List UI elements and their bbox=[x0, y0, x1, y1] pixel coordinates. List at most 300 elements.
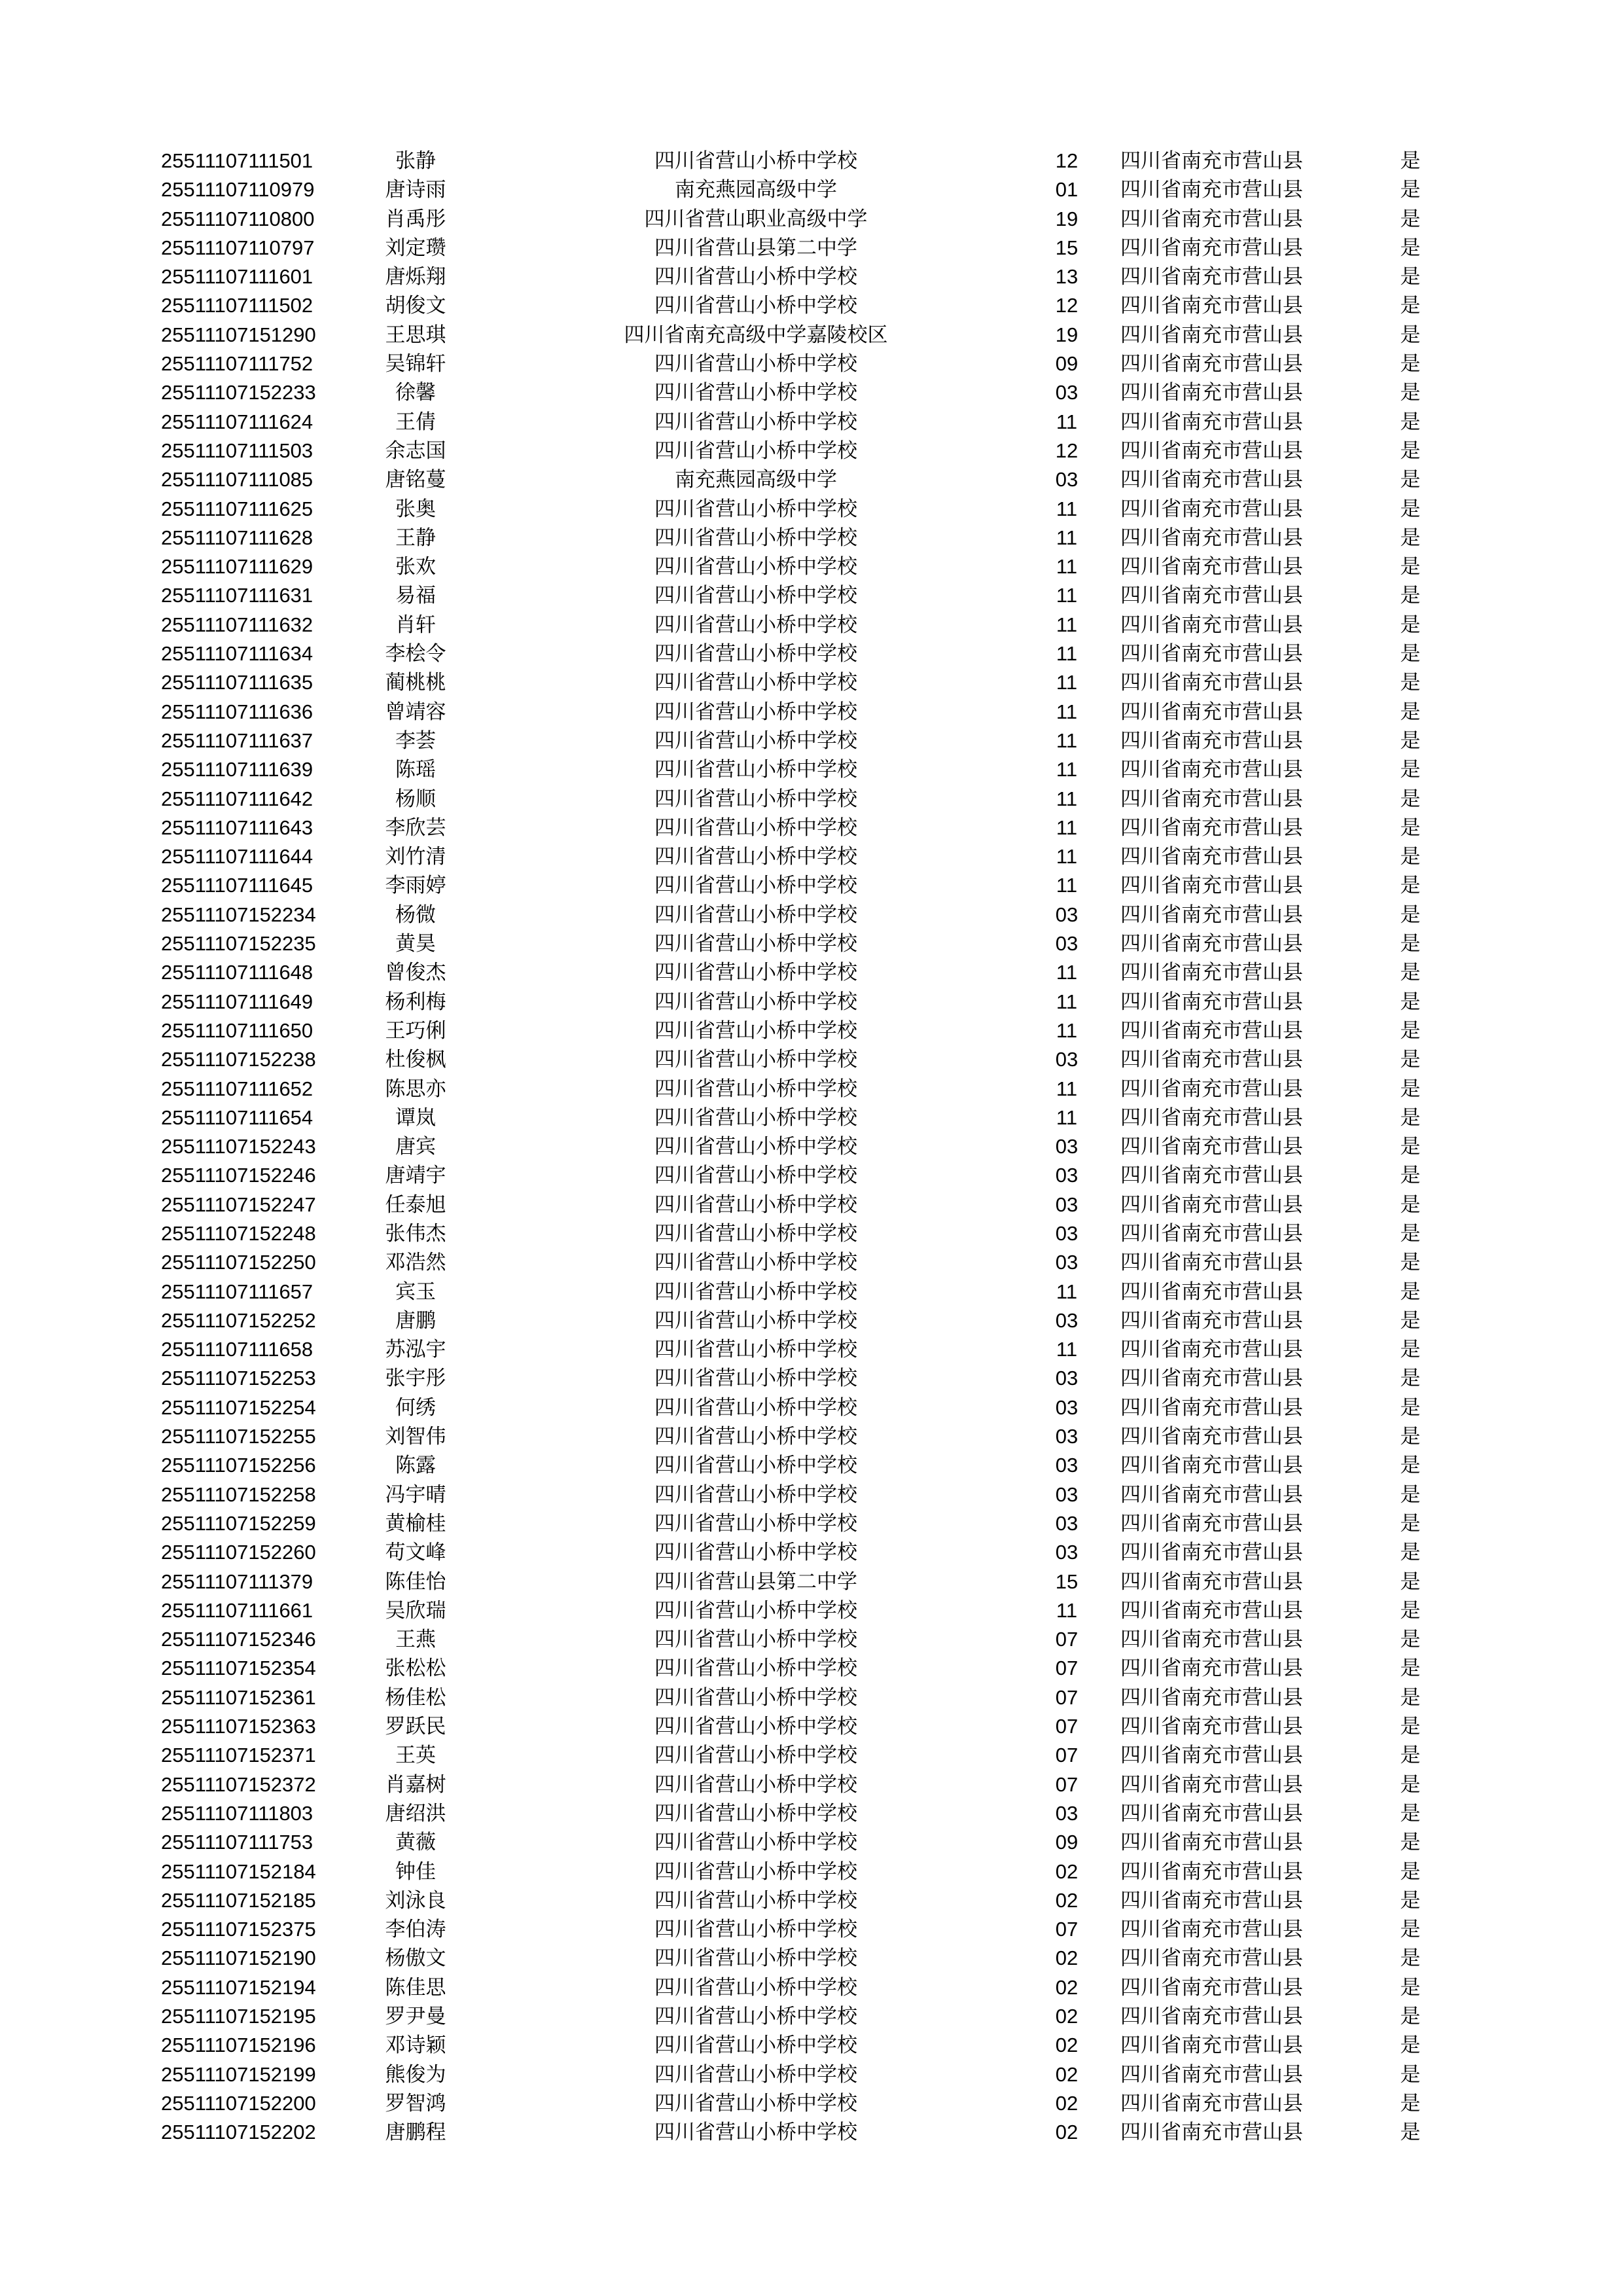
table-row bbox=[0, 291, 1623, 320]
exam-number: 25511107152259 bbox=[161, 1511, 316, 1535]
exam-number: 25511107111634 bbox=[161, 642, 313, 666]
status-flag: 是 bbox=[1400, 1077, 1421, 1101]
student-name: 胡俊文 bbox=[385, 294, 446, 318]
region: 四川省南充市营山县 bbox=[1120, 1859, 1303, 1884]
status-flag: 是 bbox=[1400, 1657, 1421, 1681]
exam-number: 25511107152246 bbox=[161, 1164, 316, 1187]
exam-number: 25511107111631 bbox=[161, 584, 313, 607]
table-row bbox=[0, 1973, 1623, 2002]
table-row bbox=[0, 1654, 1623, 1683]
school-name: 四川省营山小桥中学校 bbox=[654, 497, 857, 521]
region: 四川省南充市营山县 bbox=[1120, 728, 1303, 753]
status-flag: 是 bbox=[1400, 1251, 1421, 1275]
student-name: 张奥 bbox=[395, 497, 436, 521]
status-flag: 是 bbox=[1400, 149, 1421, 173]
category-code: 09 bbox=[1055, 1831, 1079, 1854]
student-name: 杨微 bbox=[395, 903, 436, 927]
table-row bbox=[0, 1219, 1623, 1248]
table-row bbox=[0, 350, 1623, 378]
student-name: 徐馨 bbox=[395, 381, 436, 405]
status-flag: 是 bbox=[1400, 700, 1421, 724]
school-name: 四川省营山小桥中学校 bbox=[654, 1164, 857, 1188]
school-name: 四川省营山小桥中学校 bbox=[654, 1744, 857, 1768]
school-name: 四川省营山小桥中学校 bbox=[654, 787, 857, 811]
status-flag: 是 bbox=[1400, 2121, 1421, 2145]
school-name: 四川省营山小桥中学校 bbox=[654, 2005, 857, 2028]
school-name: 四川省营山小桥中学校 bbox=[654, 555, 857, 579]
school-name: 南充燕园高级中学 bbox=[675, 178, 837, 202]
region: 四川省南充市营山县 bbox=[1120, 787, 1303, 811]
table-row bbox=[0, 321, 1623, 350]
category-code: 11 bbox=[1056, 1077, 1078, 1100]
status-flag: 是 bbox=[1400, 381, 1421, 405]
region: 四川省南充市营山县 bbox=[1120, 1570, 1303, 1594]
student-name: 蔺桃桃 bbox=[385, 671, 446, 695]
school-name: 四川省营山小桥中学校 bbox=[654, 1918, 857, 1942]
student-name: 罗尹曼 bbox=[385, 2005, 446, 2028]
status-flag: 是 bbox=[1400, 555, 1421, 579]
exam-number: 25511107111628 bbox=[161, 526, 313, 549]
student-name: 王巧俐 bbox=[385, 1018, 446, 1043]
table-row bbox=[0, 1712, 1623, 1741]
student-name: 唐靖宇 bbox=[385, 1164, 446, 1188]
school-name: 四川省营山小桥中学校 bbox=[654, 1338, 857, 1362]
status-flag: 是 bbox=[1400, 1193, 1421, 1217]
exam-number: 25511107152255 bbox=[161, 1425, 316, 1448]
table-row bbox=[0, 611, 1623, 639]
status-flag: 是 bbox=[1400, 1628, 1421, 1652]
status-flag: 是 bbox=[1400, 207, 1421, 231]
school-name: 四川省营山小桥中学校 bbox=[654, 1482, 857, 1507]
exam-number: 25511107152196 bbox=[161, 2034, 316, 2057]
category-code: 03 bbox=[1055, 1251, 1079, 1274]
student-name: 王燕 bbox=[395, 1628, 436, 1652]
student-name: 肖禹彤 bbox=[385, 207, 446, 231]
school-name: 四川省营山小桥中学校 bbox=[654, 1251, 857, 1275]
category-code: 11 bbox=[1056, 700, 1078, 723]
student-name: 陈露 bbox=[395, 1454, 436, 1478]
school-name: 四川省营山小桥中学校 bbox=[654, 1135, 857, 1159]
category-code: 03 bbox=[1055, 1801, 1079, 1825]
school-name: 四川省营山小桥中学校 bbox=[654, 2121, 857, 2145]
table-row bbox=[0, 552, 1623, 581]
table-row bbox=[0, 147, 1623, 175]
status-flag: 是 bbox=[1400, 2062, 1421, 2087]
student-name: 易福 bbox=[395, 584, 436, 608]
status-flag: 是 bbox=[1400, 1511, 1421, 1535]
status-flag: 是 bbox=[1400, 1482, 1421, 1507]
table-row bbox=[0, 842, 1623, 871]
region: 四川省南充市营山县 bbox=[1120, 961, 1303, 985]
student-name: 李雨婷 bbox=[385, 874, 446, 898]
category-code: 03 bbox=[1055, 1367, 1079, 1390]
status-flag: 是 bbox=[1400, 1946, 1421, 1971]
category-code: 15 bbox=[1055, 1570, 1079, 1593]
student-name: 张松松 bbox=[385, 1657, 446, 1681]
school-name: 四川省营山小桥中学校 bbox=[654, 1425, 857, 1449]
category-code: 11 bbox=[1056, 410, 1078, 433]
school-name: 四川省营山小桥中学校 bbox=[654, 1859, 857, 1884]
category-code: 11 bbox=[1056, 671, 1078, 694]
region: 四川省南充市营山县 bbox=[1120, 2091, 1303, 2115]
student-name: 张伟杰 bbox=[385, 1221, 446, 1246]
category-code: 19 bbox=[1055, 323, 1079, 346]
status-flag: 是 bbox=[1400, 1367, 1421, 1391]
status-flag: 是 bbox=[1400, 352, 1421, 376]
school-name: 四川省营山小桥中学校 bbox=[654, 932, 857, 956]
school-name: 四川省营山小桥中学校 bbox=[654, 1715, 857, 1739]
region: 四川省南充市营山县 bbox=[1120, 178, 1303, 202]
category-code: 03 bbox=[1055, 1308, 1079, 1332]
table-row bbox=[0, 698, 1623, 726]
student-name: 邓诗颖 bbox=[385, 2034, 446, 2058]
status-flag: 是 bbox=[1400, 932, 1421, 956]
table-row bbox=[0, 262, 1623, 291]
exam-number: 25511107152346 bbox=[161, 1628, 316, 1651]
region: 四川省南充市营山县 bbox=[1120, 1251, 1303, 1275]
student-name: 吴欣瑞 bbox=[385, 1598, 446, 1623]
category-code: 02 bbox=[1055, 2121, 1079, 2144]
category-code: 11 bbox=[1056, 874, 1078, 897]
status-flag: 是 bbox=[1400, 1105, 1421, 1130]
student-name: 杨佳松 bbox=[385, 1685, 446, 1710]
exam-number: 25511107111652 bbox=[161, 1077, 313, 1100]
status-flag: 是 bbox=[1400, 1454, 1421, 1478]
category-code: 11 bbox=[1056, 816, 1078, 839]
exam-number: 25511107110797 bbox=[161, 236, 315, 259]
status-flag: 是 bbox=[1400, 1018, 1421, 1043]
table-row bbox=[0, 958, 1623, 987]
student-name: 吴锦轩 bbox=[385, 352, 446, 376]
region: 四川省南充市营山县 bbox=[1120, 1685, 1303, 1710]
student-name: 肖轩 bbox=[395, 613, 436, 637]
student-name: 王思琪 bbox=[385, 323, 446, 347]
status-flag: 是 bbox=[1400, 468, 1421, 492]
school-name: 四川省营山小桥中学校 bbox=[654, 1018, 857, 1043]
region: 四川省南充市营山县 bbox=[1120, 845, 1303, 869]
category-code: 03 bbox=[1055, 1482, 1079, 1506]
table-row bbox=[0, 1364, 1623, 1393]
exam-number: 25511107152371 bbox=[161, 1744, 316, 1767]
student-name: 李伯涛 bbox=[385, 1918, 446, 1942]
school-name: 四川省营山小桥中学校 bbox=[654, 2034, 857, 2058]
table-row bbox=[0, 581, 1623, 610]
region: 四川省南充市营山县 bbox=[1120, 468, 1303, 492]
category-code: 09 bbox=[1055, 352, 1079, 376]
region: 四川省南充市营山县 bbox=[1120, 410, 1303, 434]
student-name: 李荟 bbox=[395, 728, 436, 753]
table-row bbox=[0, 465, 1623, 494]
student-name: 王英 bbox=[395, 1744, 436, 1768]
school-name: 四川省营山小桥中学校 bbox=[654, 1280, 857, 1304]
exam-number: 25511107151290 bbox=[161, 323, 316, 346]
status-flag: 是 bbox=[1400, 1772, 1421, 1797]
table-row bbox=[0, 668, 1623, 697]
category-code: 11 bbox=[1056, 961, 1078, 984]
region: 四川省南充市营山县 bbox=[1120, 1715, 1303, 1739]
region: 四川省南充市营山县 bbox=[1120, 1308, 1303, 1333]
table-row bbox=[0, 1596, 1623, 1625]
exam-number: 25511107152260 bbox=[161, 1541, 316, 1564]
school-name: 四川省营山小桥中学校 bbox=[654, 1511, 857, 1535]
school-name: 四川省营山小桥中学校 bbox=[654, 903, 857, 927]
status-flag: 是 bbox=[1400, 1918, 1421, 1942]
category-code: 02 bbox=[1055, 1975, 1079, 1999]
region: 四川省南充市营山县 bbox=[1120, 526, 1303, 550]
region: 四川省南充市营山县 bbox=[1120, 1744, 1303, 1768]
student-name: 苏泓宇 bbox=[385, 1338, 446, 1362]
table-row bbox=[0, 378, 1623, 407]
region: 四川省南充市营山县 bbox=[1120, 1395, 1303, 1420]
document-page bbox=[0, 147, 1623, 2147]
region: 四川省南充市营山县 bbox=[1120, 1077, 1303, 1101]
status-flag: 是 bbox=[1400, 1859, 1421, 1884]
table-row bbox=[0, 2089, 1623, 2118]
school-name: 四川省营山小桥中学校 bbox=[654, 671, 857, 695]
table-row bbox=[0, 1016, 1623, 1045]
region: 四川省南充市营山县 bbox=[1120, 903, 1303, 927]
school-name: 四川省营山小桥中学校 bbox=[654, 845, 857, 869]
status-flag: 是 bbox=[1400, 1598, 1421, 1623]
region: 四川省南充市营山县 bbox=[1120, 1831, 1303, 1855]
table-row bbox=[0, 1509, 1623, 1538]
category-code: 03 bbox=[1055, 1541, 1079, 1564]
student-name: 黄薇 bbox=[395, 1831, 436, 1855]
school-name: 四川省营山小桥中学校 bbox=[654, 1541, 857, 1565]
exam-number: 25511107152235 bbox=[161, 932, 316, 956]
exam-number: 25511107111639 bbox=[161, 758, 313, 781]
exam-number: 25511107111643 bbox=[161, 816, 313, 839]
category-code: 07 bbox=[1055, 1628, 1079, 1651]
school-name: 四川省营山小桥中学校 bbox=[654, 439, 857, 463]
region: 四川省南充市营山县 bbox=[1120, 265, 1303, 289]
category-code: 02 bbox=[1055, 2034, 1079, 2057]
student-name: 刘定瓒 bbox=[385, 236, 446, 260]
school-name: 四川省营山县第二中学 bbox=[654, 236, 857, 260]
student-name: 杨利梅 bbox=[385, 990, 446, 1014]
category-code: 11 bbox=[1056, 728, 1078, 752]
region: 四川省南充市营山县 bbox=[1120, 294, 1303, 318]
region: 四川省南充市营山县 bbox=[1120, 758, 1303, 782]
exam-number: 25511107110979 bbox=[161, 178, 315, 202]
category-code: 03 bbox=[1055, 468, 1079, 492]
status-flag: 是 bbox=[1400, 439, 1421, 463]
exam-number: 25511107111503 bbox=[161, 439, 313, 462]
school-name: 四川省营山小桥中学校 bbox=[654, 1657, 857, 1681]
category-code: 11 bbox=[1056, 613, 1078, 636]
exam-number: 25511107110800 bbox=[161, 207, 315, 230]
region: 四川省南充市营山县 bbox=[1120, 1425, 1303, 1449]
category-code: 03 bbox=[1055, 1048, 1079, 1071]
category-code: 01 bbox=[1055, 178, 1079, 202]
category-code: 12 bbox=[1055, 439, 1079, 462]
table-row bbox=[0, 1132, 1623, 1161]
student-name: 陈思亦 bbox=[385, 1077, 446, 1101]
school-name: 四川省营山小桥中学校 bbox=[654, 584, 857, 608]
category-code: 07 bbox=[1055, 1918, 1079, 1941]
exam-number: 25511107152375 bbox=[161, 1918, 316, 1941]
student-name: 唐绍洪 bbox=[385, 1801, 446, 1825]
category-code: 03 bbox=[1055, 1425, 1079, 1448]
exam-number: 25511107152247 bbox=[161, 1193, 316, 1216]
student-name: 唐铭蔓 bbox=[385, 468, 446, 492]
exam-number: 25511107111644 bbox=[161, 845, 313, 869]
exam-number: 25511107111657 bbox=[161, 1280, 313, 1303]
exam-number: 25511107152233 bbox=[161, 381, 316, 404]
exam-number: 25511107111629 bbox=[161, 555, 313, 579]
category-code: 11 bbox=[1056, 1105, 1078, 1129]
region: 四川省南充市营山县 bbox=[1120, 1511, 1303, 1535]
school-name: 四川省营山职业高级中学 bbox=[644, 207, 868, 231]
status-flag: 是 bbox=[1400, 816, 1421, 840]
table-row bbox=[0, 1278, 1623, 1306]
exam-number: 25511107152190 bbox=[161, 1946, 316, 1970]
category-code: 07 bbox=[1055, 1744, 1079, 1767]
school-name: 四川省营山小桥中学校 bbox=[654, 1801, 857, 1825]
category-code: 12 bbox=[1055, 294, 1079, 317]
category-code: 11 bbox=[1056, 787, 1078, 810]
region: 四川省南充市营山县 bbox=[1120, 2062, 1303, 2087]
region: 四川省南充市营山县 bbox=[1120, 1657, 1303, 1681]
status-flag: 是 bbox=[1400, 2091, 1421, 2115]
exam-number: 25511107111632 bbox=[161, 613, 313, 636]
school-name: 四川省营山小桥中学校 bbox=[654, 1946, 857, 1971]
status-flag: 是 bbox=[1400, 961, 1421, 985]
school-name: 四川省营山县第二中学 bbox=[654, 1570, 857, 1594]
student-name: 曾俊杰 bbox=[385, 961, 446, 985]
status-flag: 是 bbox=[1400, 787, 1421, 811]
region: 四川省南充市营山县 bbox=[1120, 2005, 1303, 2028]
region: 四川省南充市营山县 bbox=[1120, 1598, 1303, 1623]
school-name: 四川省营山小桥中学校 bbox=[654, 2091, 857, 2115]
table-row bbox=[0, 1799, 1623, 1828]
exam-number: 25511107152258 bbox=[161, 1482, 316, 1506]
category-code: 07 bbox=[1055, 1657, 1079, 1680]
status-flag: 是 bbox=[1400, 1395, 1421, 1420]
student-name: 肖嘉树 bbox=[385, 1772, 446, 1797]
school-name: 四川省营山小桥中学校 bbox=[654, 642, 857, 666]
student-name: 唐烁翔 bbox=[385, 265, 446, 289]
status-flag: 是 bbox=[1400, 584, 1421, 608]
status-flag: 是 bbox=[1400, 236, 1421, 260]
school-name: 四川省营山小桥中学校 bbox=[654, 352, 857, 376]
status-flag: 是 bbox=[1400, 1541, 1421, 1565]
region: 四川省南充市营山县 bbox=[1120, 1801, 1303, 1825]
region: 四川省南充市营山县 bbox=[1120, 352, 1303, 376]
exam-number: 25511107111637 bbox=[161, 728, 313, 752]
status-flag: 是 bbox=[1400, 497, 1421, 521]
region: 四川省南充市营山县 bbox=[1120, 1221, 1303, 1246]
table-row bbox=[0, 175, 1623, 204]
category-code: 11 bbox=[1056, 1338, 1078, 1361]
table-row bbox=[0, 755, 1623, 784]
exam-number: 25511107111601 bbox=[161, 265, 313, 289]
school-name: 四川省营山小桥中学校 bbox=[654, 1105, 857, 1130]
status-flag: 是 bbox=[1400, 1888, 1421, 1912]
school-name: 四川省营山小桥中学校 bbox=[654, 2062, 857, 2087]
school-name: 四川省南充高级中学嘉陵校区 bbox=[624, 323, 888, 347]
exam-number: 25511107111501 bbox=[161, 149, 313, 172]
exam-number: 25511107111635 bbox=[161, 671, 313, 694]
region: 四川省南充市营山县 bbox=[1120, 1541, 1303, 1565]
region: 四川省南充市营山县 bbox=[1120, 1338, 1303, 1362]
category-code: 03 bbox=[1055, 903, 1079, 926]
school-name: 四川省营山小桥中学校 bbox=[654, 1772, 857, 1797]
table-row bbox=[0, 2118, 1623, 2147]
exam-number: 25511107111642 bbox=[161, 787, 313, 810]
table-row bbox=[0, 1191, 1623, 1219]
status-flag: 是 bbox=[1400, 1164, 1421, 1188]
status-flag: 是 bbox=[1400, 1715, 1421, 1739]
region: 四川省南充市营山县 bbox=[1120, 1193, 1303, 1217]
school-name: 四川省营山小桥中学校 bbox=[654, 1454, 857, 1478]
region: 四川省南充市营山县 bbox=[1120, 1135, 1303, 1159]
exam-number: 25511107111753 bbox=[161, 1831, 313, 1854]
table-row bbox=[0, 1625, 1623, 1654]
school-name: 四川省营山小桥中学校 bbox=[654, 1975, 857, 2000]
exam-number: 25511107111625 bbox=[161, 497, 313, 520]
region: 四川省南充市营山县 bbox=[1120, 642, 1303, 666]
student-name: 唐诗雨 bbox=[385, 178, 446, 202]
table-row bbox=[0, 988, 1623, 1016]
school-name: 四川省营山小桥中学校 bbox=[654, 758, 857, 782]
student-name: 唐鹏程 bbox=[385, 2121, 446, 2145]
student-name: 罗跃民 bbox=[385, 1715, 446, 1739]
exam-number: 25511107152363 bbox=[161, 1715, 316, 1738]
table-row bbox=[0, 1393, 1623, 1422]
region: 四川省南充市营山县 bbox=[1120, 323, 1303, 347]
exam-number: 25511107111650 bbox=[161, 1018, 313, 1042]
table-row bbox=[0, 495, 1623, 524]
category-code: 03 bbox=[1055, 381, 1079, 404]
table-row bbox=[0, 726, 1623, 755]
status-flag: 是 bbox=[1400, 410, 1421, 434]
school-name: 四川省营山小桥中学校 bbox=[654, 1048, 857, 1072]
student-name: 李桧令 bbox=[385, 642, 446, 666]
table-row bbox=[0, 929, 1623, 958]
category-code: 03 bbox=[1055, 1135, 1079, 1158]
status-flag: 是 bbox=[1400, 2005, 1421, 2028]
exam-number: 25511107111752 bbox=[161, 352, 313, 376]
region: 四川省南充市营山县 bbox=[1120, 1018, 1303, 1043]
student-name: 李欣芸 bbox=[385, 816, 446, 840]
exam-number: 25511107111658 bbox=[161, 1338, 313, 1361]
table-row bbox=[0, 1828, 1623, 1857]
student-name: 王静 bbox=[395, 526, 436, 550]
exam-number: 25511107152234 bbox=[161, 903, 316, 926]
status-flag: 是 bbox=[1400, 178, 1421, 202]
table-row bbox=[0, 1045, 1623, 1074]
table-row bbox=[0, 1103, 1623, 1132]
category-code: 11 bbox=[1056, 642, 1078, 666]
status-flag: 是 bbox=[1400, 1685, 1421, 1710]
region: 四川省南充市营山县 bbox=[1120, 1048, 1303, 1072]
exam-number: 25511107152199 bbox=[161, 2062, 316, 2086]
exam-number: 25511107152372 bbox=[161, 1772, 316, 1796]
school-name: 四川省营山小桥中学校 bbox=[654, 728, 857, 753]
student-name: 钟佳 bbox=[395, 1859, 436, 1884]
exam-number: 25511107152354 bbox=[161, 1657, 316, 1680]
region: 四川省南充市营山县 bbox=[1120, 700, 1303, 724]
student-name: 罗智鸿 bbox=[385, 2091, 446, 2115]
school-name: 四川省营山小桥中学校 bbox=[654, 874, 857, 898]
status-flag: 是 bbox=[1400, 1570, 1421, 1594]
region: 四川省南充市营山县 bbox=[1120, 584, 1303, 608]
status-flag: 是 bbox=[1400, 1338, 1421, 1362]
exam-number: 25511107111648 bbox=[161, 961, 313, 984]
table-row bbox=[0, 1944, 1623, 1973]
category-code: 02 bbox=[1055, 1888, 1079, 1912]
